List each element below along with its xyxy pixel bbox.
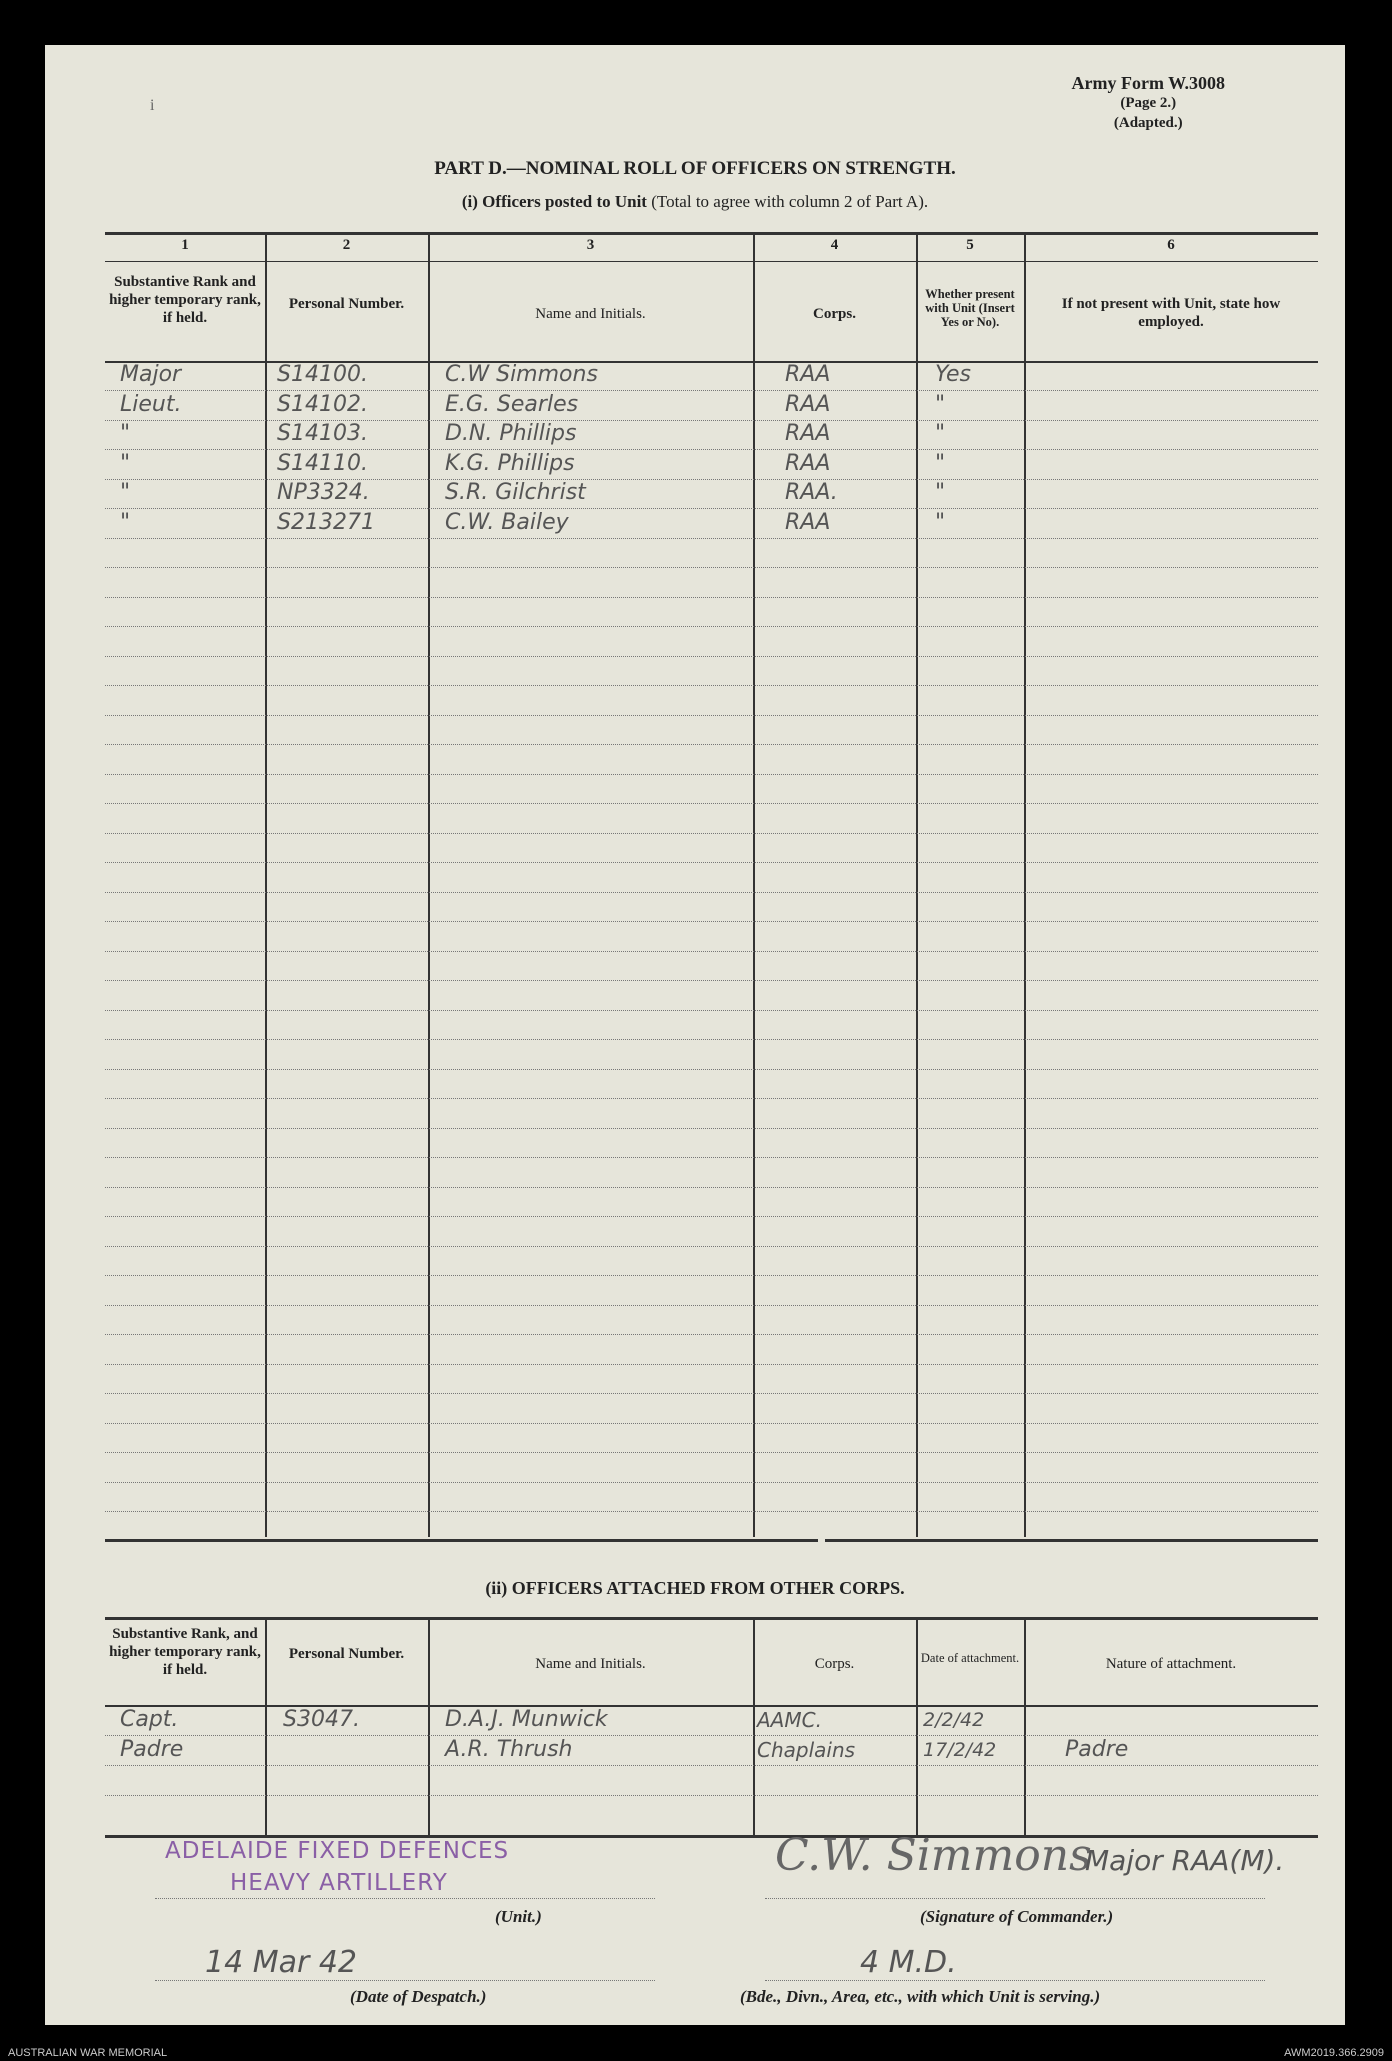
ruled-line (105, 1364, 1318, 1365)
attached-header-name: Name and Initials. (535, 1656, 646, 1672)
col-number-5: 5 (966, 237, 974, 253)
posted-corps-cell: RAA (785, 391, 831, 417)
part-d-subtitle (45, 192, 1345, 212)
ruled-line (105, 1157, 1318, 1158)
commander-rank: Major RAA(M). (1085, 1844, 1285, 1877)
attached-rank-cell: Capt. (120, 1707, 179, 1732)
attached-name-cell: D.A.J. Munwick (445, 1707, 608, 1732)
posted-rank-cell: " (120, 450, 131, 476)
ruled-line (105, 744, 1318, 745)
attached-header-rank: Substantive Rank, and higher temporary rank, if held. (109, 1626, 261, 1678)
unit-stamp-line2: HEAVY ARTILLERY (230, 1870, 448, 1896)
posted-rank-cell: Major (120, 362, 182, 387)
col-number-3: 3 (586, 237, 595, 253)
ruled-line (105, 1765, 1318, 1766)
header-corps: Corps. (813, 306, 856, 322)
attached-divider-5 (1024, 1617, 1026, 1835)
ruled-line (105, 892, 1318, 893)
form-adapted: (Adapted.) (1113, 115, 1183, 131)
form-name: Army Form W.3008 (1071, 73, 1225, 93)
form-page: (Page 2.) (1120, 95, 1177, 111)
attached-date-cell: 2/2/42 (923, 1709, 985, 1731)
posted-number-cell: S14103. (277, 421, 368, 446)
ruled-line (105, 1735, 1318, 1736)
attached-divider-1 (265, 1617, 267, 1835)
ruled-line (105, 921, 1318, 922)
ruled-line (105, 1334, 1318, 1335)
posted-number-cell: S14110. (277, 450, 368, 476)
ruled-line (105, 626, 1318, 627)
part-d-subtitle-rest: (Total to agree with column 2 of Part A). (651, 192, 929, 211)
posted-number-cell: S14102. (277, 391, 368, 417)
attached-name-cell: A.R. Thrush (445, 1737, 573, 1762)
ruled-line (105, 1795, 1318, 1796)
ruled-line (105, 1039, 1318, 1040)
ruled-line (105, 1187, 1318, 1188)
ruled-line (105, 1246, 1318, 1247)
attached-divider-4 (916, 1617, 918, 1835)
posted-name-cell: C.W Simmons (445, 362, 598, 387)
posted-corps-cell: RAA (785, 421, 831, 446)
unit-line (155, 1898, 655, 1899)
attached-divider-2 (428, 1617, 430, 1835)
posted-name-cell: K.G. Phillips (445, 450, 575, 476)
attached-date-cell: 17/2/42 (923, 1739, 997, 1761)
unit-stamp-line1: ADELAIDE FIXED DEFENCES (165, 1838, 510, 1864)
table-top-rule (105, 232, 1318, 235)
posted-rank-cell: " (120, 421, 131, 446)
area-value: 4 M.D. (860, 1945, 957, 1980)
ruled-line (105, 1452, 1318, 1453)
posted-rank-cell: " (120, 480, 131, 505)
posted-present-cell: " (935, 480, 946, 505)
column-divider-5 (1024, 232, 1026, 1537)
ruled-line (105, 1275, 1318, 1276)
column-divider-4 (916, 232, 918, 1537)
attached-header-date: Date of attachment. (920, 1651, 1020, 1665)
attached-header-corps: Corps. (814, 1656, 855, 1672)
attached-nature-cell: Padre (1065, 1737, 1129, 1762)
ruled-line (105, 597, 1318, 598)
posted-name-cell: C.W. Bailey (445, 509, 569, 535)
column-divider-1 (265, 232, 267, 1537)
posted-present-cell: " (935, 450, 946, 476)
attached-rank-cell: Padre (120, 1737, 184, 1762)
part-d-title: PART D.—NOMINAL ROLL OF OFFICERS ON STRENGTH. (434, 158, 956, 179)
margin-mark: i (150, 97, 155, 114)
header-employed: If not present with Unit, state how employed. (1061, 296, 1281, 330)
ruled-line (105, 685, 1318, 686)
col-number-4: 4 (830, 237, 839, 253)
date-caption: (Date of Despatch.) (350, 1987, 487, 2006)
ruled-line (105, 538, 1318, 539)
attached-corps-cell: Chaplains (757, 1738, 856, 1762)
posted-number-cell: S14100. (277, 362, 368, 387)
posted-name-cell: D.N. Phillips (445, 421, 577, 446)
attached-top-rule (105, 1617, 1318, 1620)
posted-corps-cell: RAA (785, 509, 831, 535)
ruled-line (105, 1305, 1318, 1306)
date-line (155, 1980, 655, 1981)
archive-credit: AUSTRALIAN WAR MEMORIAL (8, 2047, 168, 2059)
posted-name-cell: E.G. Searles (445, 391, 579, 417)
ruled-line (105, 1423, 1318, 1424)
header-present: Whether present with Unit (Insert Yes or No). (925, 287, 1015, 329)
attached-header-number: Personal Number. (288, 1646, 405, 1662)
posted-corps-cell: RAA (785, 362, 831, 387)
signature-caption: (Signature of Commander.) (920, 1907, 1114, 1926)
part-d-subtitle-bold: (i) Officers posted to Unit (461, 192, 647, 211)
ruled-line (105, 1511, 1318, 1512)
posted-corps-cell: RAA (785, 450, 831, 476)
posted-present-cell: Yes (935, 362, 972, 387)
attached-divider-3 (753, 1617, 755, 1835)
ruled-line (105, 803, 1318, 804)
posted-present-cell: " (935, 421, 946, 446)
col-number-6: 6 (1167, 237, 1175, 253)
ruled-line (105, 833, 1318, 834)
ruled-line (105, 715, 1318, 716)
ruled-line (105, 774, 1318, 775)
posted-present-cell: " (935, 391, 946, 417)
form-identifier (1072, 73, 1225, 133)
despatch-date: 14 Mar 42 (205, 1945, 358, 1980)
area-line (765, 1980, 1265, 1981)
area-caption: (Bde., Divn., Area, etc., with which Unit is serving.) (740, 1987, 1101, 2006)
ruled-line (105, 1098, 1318, 1099)
header-rank: Substantive Rank and higher temporary rank, if held. (109, 274, 261, 326)
posted-corps-cell: RAA. (785, 480, 838, 505)
unit-caption: (Unit.) (495, 1907, 542, 1926)
table-bottom-rule-left (105, 1539, 818, 1542)
archive-accession: AWM2019.366.2909 (1284, 2047, 1384, 2059)
ruled-line (105, 1128, 1318, 1129)
attached-header-nature: Nature of attachment. (1105, 1656, 1237, 1672)
column-divider-2 (428, 232, 430, 1537)
ruled-line (105, 1010, 1318, 1011)
ruled-line (105, 656, 1318, 657)
ruled-line (105, 1393, 1318, 1394)
ruled-line (105, 567, 1318, 568)
ruled-line (105, 862, 1318, 863)
posted-rank-cell: Lieut. (120, 391, 182, 417)
signature-line (765, 1898, 1265, 1899)
posted-present-cell: " (935, 509, 946, 535)
posted-name-cell: S.R. Gilchrist (445, 480, 586, 505)
part-ii-title: (ii) OFFICERS ATTACHED FROM OTHER CORPS. (485, 1578, 905, 1598)
ruled-line (105, 1482, 1318, 1483)
form-sheet (45, 45, 1345, 2025)
column-number-rule (105, 261, 1318, 262)
ruled-line (105, 951, 1318, 952)
ruled-line (105, 1216, 1318, 1217)
col-number-2: 2 (342, 237, 351, 253)
commander-signature: C.W. Simmons (775, 1830, 1092, 1881)
posted-number-cell: NP3324. (277, 480, 370, 505)
attached-corps-cell: AAMC. (757, 1708, 822, 1732)
header-name: Name and Initials. (535, 306, 646, 322)
header-personal-number: Personal Number. (288, 296, 405, 312)
table-bottom-rule-right (825, 1539, 1318, 1542)
ruled-line (105, 1069, 1318, 1070)
column-divider-3 (753, 232, 755, 1537)
ruled-line (105, 980, 1318, 981)
posted-rank-cell: " (120, 509, 131, 535)
col-number-1: 1 (181, 237, 189, 253)
attached-number-cell: S3047. (283, 1707, 360, 1732)
posted-number-cell: S213271 (277, 509, 375, 535)
